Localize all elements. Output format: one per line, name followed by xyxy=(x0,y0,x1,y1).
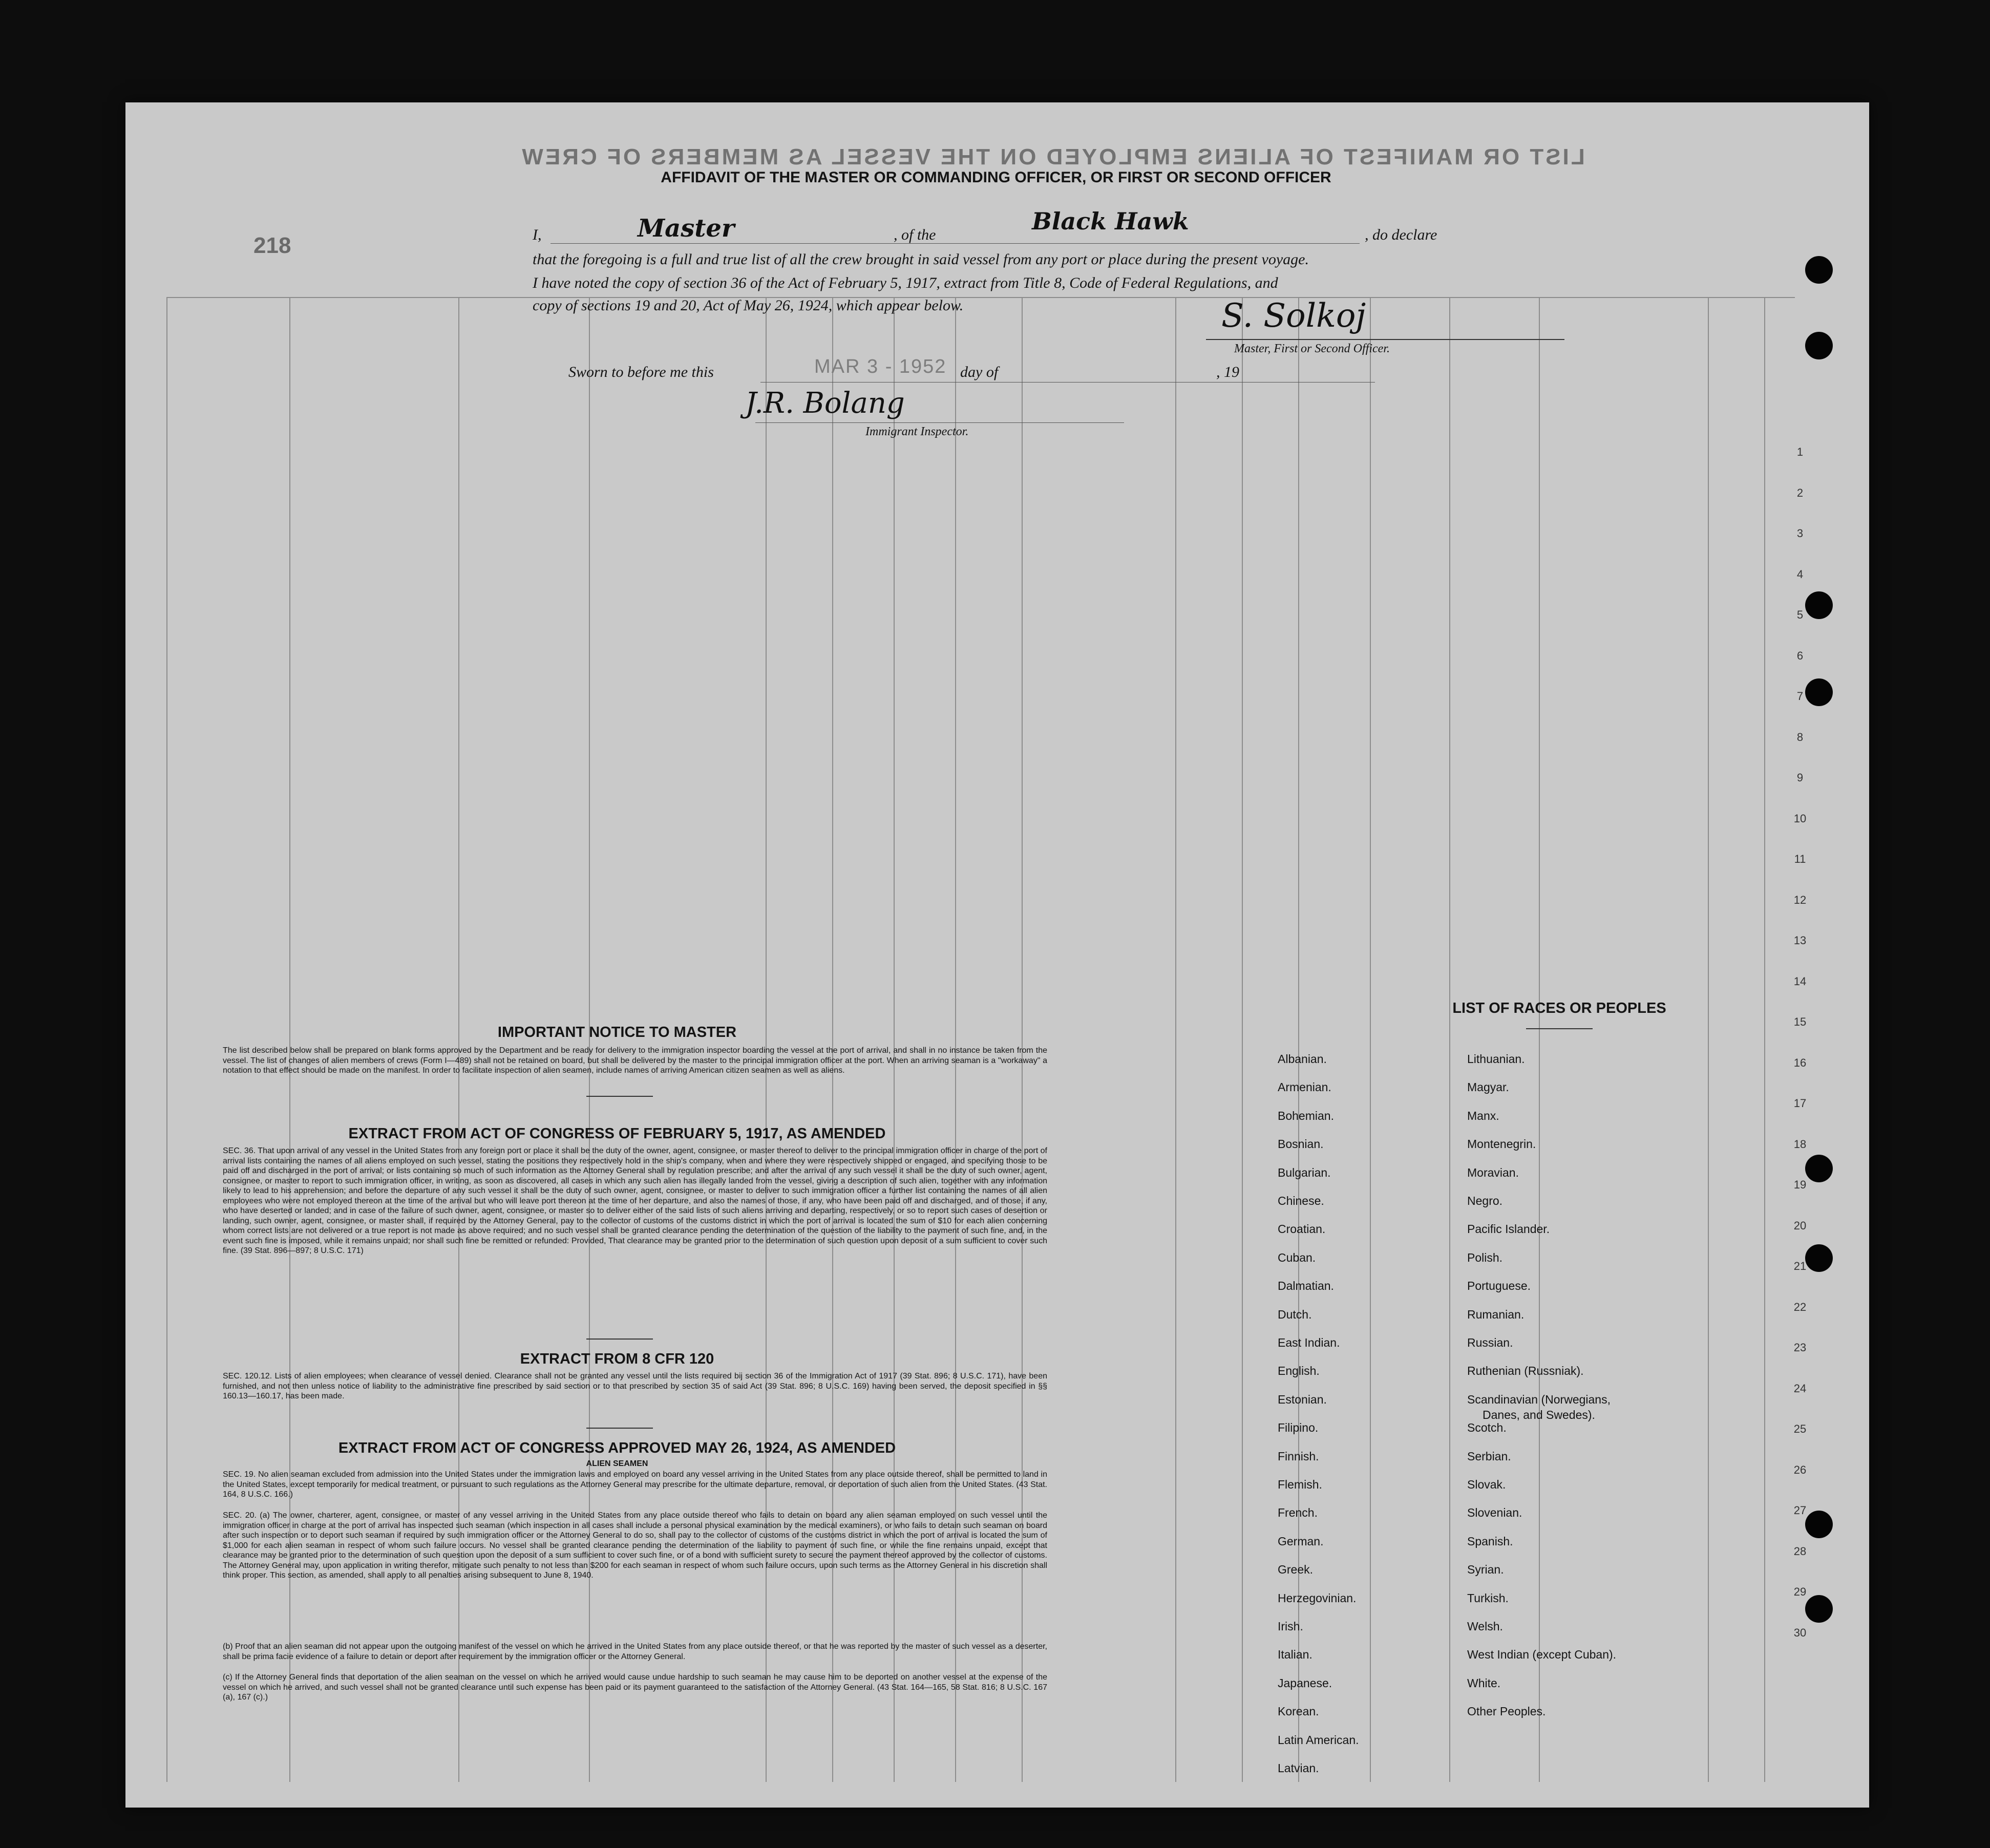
race-item: Greek. xyxy=(1278,1563,1314,1577)
extract-cfr-divider xyxy=(586,1428,653,1429)
race-item: Syrian. xyxy=(1467,1563,1504,1577)
extract-1924-sec19: SEC. 19. No alien seaman excluded from admission into the United States under the immigration laws and employed on board any vessel arriving in the United States from any place outside thereof, shall be permitted to land in the United States, except temporarily for medical treatment, or pursuant to such regulations as the Attorney General may prescribe for the ultimate departure, removal, or deportation of such alien from the United States. (43 Stat. 164, 8 U.S.C. 166.) xyxy=(223,1470,1047,1499)
row-number: 16 xyxy=(1793,1056,1807,1069)
race-item: Scandinavian (Norwegians, xyxy=(1467,1392,1611,1406)
row-number: 22 xyxy=(1793,1300,1807,1313)
table-column-line xyxy=(1298,297,1299,1782)
row-number: 23 xyxy=(1793,1341,1807,1354)
extract-1924-sec20a: SEC. 20. (a) The owner, charterer, agent, consignee, or master of any vessel arriving in the United States from any place outside thereof who fails to detain on board any alien seaman employed on such vessel until the immigration officer in charge at the port of arrival has inspected such seaman (which inspection in all cases shall include a personal physical examination by the medical examiners), or who fails to detain such seaman on board after such inspection or to deport such seaman if required by such immigration officer or the Attorney General to do so, shall pay to the collector of customs of the customs district in which the port of arrival is located the sum of $1,000 for each alien seaman in respect of whom such failure occurs. No vessel shall be granted clearance pending the determination of the liability to payment of such fine, or while the fine remains unpaid, except that clearance may be granted prior to the determination of such question upon the deposit of a sum sufficient to cover such fine, or of a bond with sufficient surety to secure the payment thereof approved by the collector of customs. The Attorney General may, upon application in writing therefor, mitigate such penalty to not less than $200 for each seaman in respect of whom such failure occurs, upon such terms as the Attorney General in his discretion shall think proper. This section, as amended, shall apply to all penalties arising subsequent to June 8, 1940. xyxy=(223,1511,1047,1580)
race-item: Magyar. xyxy=(1467,1080,1509,1094)
row-number: 20 xyxy=(1793,1219,1807,1232)
race-item: Slovak. xyxy=(1467,1478,1506,1491)
extract-cfr-text: SEC. 120.12. Lists of alien employees; when clearance of vessel denied. Clearance shall not be granted any vessel until the lists required bij section 36 of the Immigration Act of 1917 (39 Stat. 896; 8 U.S.C. 171), have been furnished, and not then unless notice of liability to the administrative fine prescribed by said section or to that prescribed by section 35 of said Act (39 Stat. 896; 8 U.S.C. 169) having been served, the deposit specified in §§ 160.13—160.17, has been made. xyxy=(223,1372,1047,1400)
table-column-line xyxy=(1175,297,1176,1782)
inspector-signature: J.R. Bolang xyxy=(745,387,905,420)
row-number: 30 xyxy=(1793,1626,1807,1639)
race-item: Dalmatian. xyxy=(1278,1279,1334,1293)
row-number: 21 xyxy=(1793,1260,1807,1272)
row-number: 25 xyxy=(1793,1422,1807,1435)
race-item: Welsh. xyxy=(1467,1620,1503,1633)
race-item: Bulgarian. xyxy=(1278,1165,1331,1179)
row-number: 26 xyxy=(1793,1463,1807,1476)
race-item: Latin American. xyxy=(1278,1733,1359,1747)
manifest-page xyxy=(125,102,1869,1808)
notice-divider xyxy=(586,1096,653,1097)
table-header-rule xyxy=(166,297,1795,298)
race-item: Albanian. xyxy=(1278,1052,1327,1066)
inspector-caption: Immigrant Inspector. xyxy=(865,425,969,438)
row-number: 14 xyxy=(1793,974,1807,988)
table-column-line xyxy=(1370,297,1371,1782)
manifest-title-mirrored: LIST OR MANIFEST OF ALIENS EMPLOYED ON THE VESSEL AS MEMBERS OF CREW xyxy=(520,144,1585,169)
race-item: Estonian. xyxy=(1278,1392,1327,1406)
race-item: Manx. xyxy=(1467,1109,1499,1122)
extract-1924-heading: EXTRACT FROM ACT OF CONGRESS APPROVED MAY 26, 1924, AS AMENDED xyxy=(338,1440,896,1456)
signature-caption: Master, First or Second Officer. xyxy=(1234,342,1390,355)
affidavit-of-the: , of the xyxy=(894,226,936,243)
master-signature: S. Solkoj xyxy=(1221,297,1366,335)
extract-1924-sec20c: (c) If the Attorney General finds that deportation of the alien seaman on the vessel on which he arrived would cause undue hardship to such seaman he may cause him to be deported on another vessel at the expense of the vessel on which he arrived, and such vessel shall not be granted clearance until such expense has been paid or its payment guaranteed to the satisfaction of the Attorney General. (43 Stat. 164—165, 58 Stat. 816; 8 U.S.C. 167 (a), 167 (c).) xyxy=(223,1673,1047,1702)
row-number: 9 xyxy=(1796,771,1804,784)
date-stamp: MAR 3 - 1952 xyxy=(814,356,947,377)
row-number: 17 xyxy=(1793,1097,1807,1110)
race-item: Rumanian. xyxy=(1467,1307,1525,1321)
race-item: Ruthenian (Russniak). xyxy=(1467,1364,1584,1378)
faint-number: 218 xyxy=(253,233,291,258)
row-number: 19 xyxy=(1793,1178,1807,1191)
row-number: 24 xyxy=(1793,1382,1807,1395)
race-item: Chinese. xyxy=(1278,1194,1324,1207)
race-item: Serbian. xyxy=(1467,1449,1511,1463)
race-item: French. xyxy=(1278,1506,1318,1520)
race-item: Bohemian. xyxy=(1278,1109,1334,1122)
races-title: LIST OF RACES OR PEOPLES xyxy=(1452,1000,1666,1016)
affidavit-i: I, xyxy=(533,226,542,243)
sworn-text: Sworn to before me this xyxy=(568,364,714,380)
race-item: Polish. xyxy=(1467,1250,1503,1264)
race-item: Irish. xyxy=(1278,1620,1303,1633)
signature-line xyxy=(1206,339,1564,340)
race-item: Montenegrin. xyxy=(1467,1137,1536,1151)
row-number: 3 xyxy=(1796,527,1804,540)
row-number: 12 xyxy=(1793,893,1807,906)
race-item: Latvian. xyxy=(1278,1761,1319,1775)
race-item: West Indian (except Cuban). xyxy=(1467,1648,1617,1662)
row-number: 6 xyxy=(1796,649,1804,662)
race-item: Spanish. xyxy=(1467,1534,1513,1548)
day-of-text: day of xyxy=(960,364,999,380)
row-number: 11 xyxy=(1794,853,1806,865)
race-item: Pacific Islander. xyxy=(1467,1222,1550,1236)
race-item: White. xyxy=(1467,1676,1501,1690)
extract-1917-text: SEC. 36. That upon arrival of any vessel in the United States from any foreign port or place it shall be the duty of the owner, agent, consignee, or master thereof to deliver to the principal immigration officer in charge of the port of arrival lists containing the names of all aliens employed on such vessel, stating the positions they respectively hold in the ship's company, when and where they were respectively shipped or engaged, and specifying those to be paid off and discharged in the port of arrival; or lists containing so much of such information as the Attorney General shall by regulation prescribe; and after the arrival of any such vessel it shall be the duty of such owner, agent, consignee, or master to report to such immigration officer, in writing, as soon as discovered, all cases in which any such alien has illegally landed from the vessel, giving a description of such alien, together with any information likely to lead to his apprehension; and before the departure of any such vessel it shall be the duty of such owner, agent, consignee, or master to deliver to such immigration officer a further list containing the names of all alien employees who were not employed thereon at the time of the arrival but who will leave port thereon at the time of her departure, and also the names of those, if any, who have been paid off and discharged, and of those, if any, who have deserted or landed; and in case of the failure of such owner, agent, consignee, or master so to deliver either of the said lists of such aliens arriving and departing, respectively, or so to report such cases of desertion or landing, such owner, agent, consignee, or master shall, if required by the Attorney General, pay to the collector of customs of the customs district in which the port of arrival is located the sum of $10 for each alien concerning whom correct lists are not delivered or a true report is not made as above required; and no such vessel shall be granted clearance pending the determination of the question of the liability to the payment of such fine, and, in the event such fine is imposed, while it remains unpaid; nor shall such fine be remitted or refunded: Provided, That clearance may be granted prior to the determination of such question upon deposit of a sum sufficient to cover such fine. (39 Stat. 896—897; 8 U.S.C. 171) xyxy=(223,1146,1047,1255)
extract-1924-subheading: ALIEN SEAMEN xyxy=(586,1459,648,1468)
race-item: Filipino. xyxy=(1278,1421,1319,1435)
race-item: Negro. xyxy=(1467,1194,1503,1207)
race-item: Herzegovinian. xyxy=(1278,1591,1357,1605)
race-item: Scotch. xyxy=(1467,1421,1507,1435)
table-column-line xyxy=(1449,297,1450,1782)
race-item: Moravian. xyxy=(1467,1165,1519,1179)
race-item: Bosnian. xyxy=(1278,1137,1324,1151)
affidavit-title: AFFIDAVIT OF THE MASTER OR COMMANDING OFFICER, OR FIRST OR SECOND OFFICER xyxy=(661,169,1331,186)
punch-hole xyxy=(1805,332,1833,359)
affidavit-line-2: that the foregoing is a full and true list of all the crew brought in said vessel from any port or place during the present voyage. xyxy=(533,251,1309,268)
race-item: German. xyxy=(1278,1534,1324,1548)
row-number: 4 xyxy=(1796,567,1804,581)
affidavit-line-4: copy of sections 19 and 20, Act of May 26, 1924, which appear below. xyxy=(533,297,964,314)
row-number: 18 xyxy=(1793,1137,1807,1151)
row-number: 29 xyxy=(1793,1585,1807,1598)
race-item: Croatian. xyxy=(1278,1222,1326,1236)
punch-hole xyxy=(1805,1595,1833,1623)
row-number: 8 xyxy=(1796,730,1804,744)
race-item: Danes, and Swedes). xyxy=(1483,1408,1595,1421)
year-text: , 19 xyxy=(1216,364,1239,380)
handwritten-vessel-name: Black Hawk xyxy=(1032,207,1189,235)
race-item: Russian. xyxy=(1467,1336,1513,1349)
table-column-line xyxy=(1539,297,1540,1782)
extract-1917-heading: EXTRACT FROM ACT OF CONGRESS OF FEBRUARY 5, 1917, AS AMENDED xyxy=(348,1125,886,1142)
race-item: Italian. xyxy=(1278,1648,1312,1662)
row-number: 10 xyxy=(1793,812,1807,825)
row-number: 28 xyxy=(1793,1544,1807,1558)
affidavit-fill-line xyxy=(551,243,1360,244)
race-item: Korean. xyxy=(1278,1705,1319,1718)
race-item: Dutch. xyxy=(1278,1307,1312,1321)
extract-1917-divider xyxy=(586,1339,653,1340)
row-number: 7 xyxy=(1796,690,1804,703)
race-item: Slovenian. xyxy=(1467,1506,1522,1520)
row-number: 27 xyxy=(1793,1504,1807,1517)
table-column-line xyxy=(1708,297,1709,1782)
affidavit-do-declare: , do declare xyxy=(1365,226,1437,243)
race-item: English. xyxy=(1278,1364,1320,1378)
race-item: Portuguese. xyxy=(1467,1279,1531,1293)
race-item: Turkish. xyxy=(1467,1591,1509,1605)
notice-text: The list described below shall be prepared on blank forms approved by the Department and be ready for delivery to the immigration inspector boarding the vessel at the port of arrival, and shall in no instance be taken from the vessel. The list of changes of alien members of crews (Form I—489) shall not be retained on board, but shall be delivered by the master to the principal immigration officer at the port. When an arriving seaman is a "workaway" a notation to that effect should be made on the manifest. In order to facilitate inspection of alien seamen, include names of arriving American citizen seamen as well as aliens. xyxy=(223,1046,1047,1075)
race-item: East Indian. xyxy=(1278,1336,1340,1349)
punch-hole xyxy=(1805,256,1833,284)
extract-cfr-heading: EXTRACT FROM 8 CFR 120 xyxy=(520,1351,714,1367)
row-number: 13 xyxy=(1793,934,1807,947)
race-item: Armenian. xyxy=(1278,1080,1331,1094)
race-item: Japanese. xyxy=(1278,1676,1332,1690)
row-number: 2 xyxy=(1796,486,1804,499)
race-item: Lithuanian. xyxy=(1467,1052,1525,1066)
row-number: 1 xyxy=(1796,445,1804,458)
affidavit-line-3: I have noted the copy of section 36 of the Act of February 5, 1917, extract from Title 8, Code of Federal Regulations, and xyxy=(533,274,1278,291)
table-column-line xyxy=(166,297,167,1782)
row-number: 5 xyxy=(1796,608,1804,621)
row-number: 15 xyxy=(1793,1015,1807,1028)
handwritten-master: Master xyxy=(638,214,735,243)
table-column-line xyxy=(1242,297,1243,1782)
race-item: Other Peoples. xyxy=(1467,1705,1546,1718)
race-item: Finnish. xyxy=(1278,1449,1319,1463)
extract-1924-sec20b: (b) Proof that an alien seaman did not appear upon the outgoing manifest of the vessel on which he arrived in the United States from any place outside thereof, or that he was reported by the master of such vessel as a deserter, shall be prima facie evidence of a failure to detain or deport after requirement by the immigration officer or the Attorney General. xyxy=(223,1642,1047,1661)
notice-heading: IMPORTANT NOTICE TO MASTER xyxy=(497,1024,737,1040)
races-divider xyxy=(1526,1028,1593,1029)
race-item: Cuban. xyxy=(1278,1250,1316,1264)
race-item: Flemish. xyxy=(1278,1478,1322,1491)
date-fill-line xyxy=(760,382,1375,383)
table-column-line xyxy=(1764,297,1765,1782)
inspector-line xyxy=(755,422,1124,423)
